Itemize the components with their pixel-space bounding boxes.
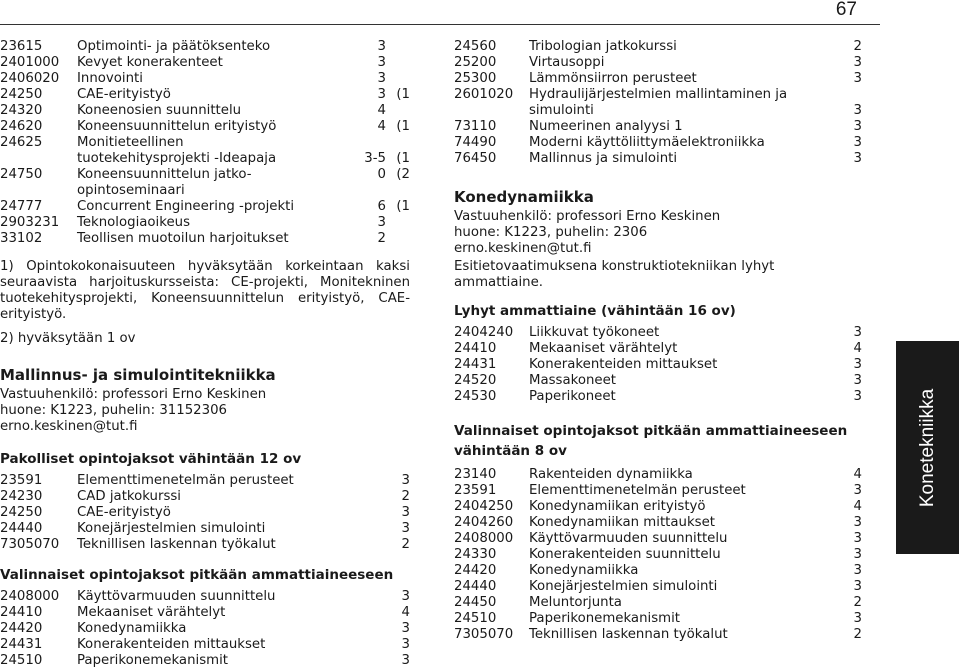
- course-credits: 3: [853, 55, 862, 70]
- course-name: Mekaaniset värähtelyt: [529, 341, 678, 356]
- course-row: [0, 39, 410, 55]
- course-name: Hydraulijärjestelmien mallintaminen ja: [529, 87, 788, 102]
- footnote-1: 1) Opintokokonaisuuteen hyväksytään korkeintaan kaksi seuraavista harjoituskursseista: CE-projekti, Monitekninen tuotekehitysprojekti, Koneensuunnittelun erityistyö, CAE-erityistyö.: [0, 259, 410, 322]
- course-name: Teknillisen laskennan työkalut: [77, 537, 276, 552]
- short-major-course-list: [454, 325, 862, 405]
- course-code: 2404260: [454, 515, 514, 530]
- course-code: 2404240: [454, 325, 514, 340]
- course-credits: 3: [853, 151, 862, 166]
- course-note: (1: [396, 119, 410, 134]
- course-credits: 3: [853, 611, 862, 626]
- email-address: erno.keskinen@tut.fi: [454, 241, 592, 256]
- course-code: 2401000: [0, 55, 60, 70]
- short-major-title: Lyhyt ammattiaine (vähintään 16 ov): [454, 303, 736, 319]
- course-name: Monitieteellinen: [77, 135, 184, 150]
- course-row: [454, 611, 862, 627]
- course-name: Käyttövarmuuden suunnittelu: [529, 531, 728, 546]
- course-code: 23591: [454, 483, 497, 498]
- course-credits: 6: [377, 199, 386, 214]
- course-row: [0, 637, 410, 653]
- course-note: [386, 135, 410, 151]
- course-row: [454, 151, 862, 167]
- course-credits: 2: [853, 595, 862, 610]
- course-code: 24530: [454, 389, 497, 404]
- course-code: [0, 151, 77, 167]
- course-credits: 2: [853, 627, 862, 642]
- course-code: 23140: [454, 467, 497, 482]
- email-address: erno.keskinen@tut.fi: [0, 419, 138, 434]
- course-credits: 3: [377, 55, 386, 70]
- course-row: [454, 71, 862, 87]
- side-tab-label: Konetekniikka: [916, 388, 938, 507]
- course-name: Virtausoppi: [529, 55, 605, 70]
- course-row: [0, 231, 410, 247]
- course-name: Innovointi: [77, 71, 143, 86]
- course-row: [454, 357, 862, 373]
- right-column: [454, 39, 862, 643]
- course-row: [454, 547, 862, 563]
- course-code: 23591: [0, 473, 43, 488]
- course-code: 2601020: [454, 87, 514, 102]
- course-row: [454, 499, 862, 515]
- course-name: Koneenosien suunnittelu: [77, 103, 242, 118]
- course-row: [454, 515, 862, 531]
- course-code: 24440: [0, 521, 43, 536]
- course-name: Rakenteiden dynamiikka: [529, 467, 693, 482]
- course-row: [454, 341, 862, 357]
- course-row: [454, 595, 862, 611]
- course-name: Konejärjestelmien simulointi: [77, 521, 266, 536]
- course-list-top-left: [0, 39, 410, 247]
- course-row: [454, 39, 862, 55]
- course-credits: 3: [377, 71, 386, 86]
- course-credits: 4: [853, 341, 862, 356]
- course-credits: 3: [377, 87, 386, 102]
- course-code: 2903231: [0, 215, 60, 230]
- course-name: Konedynamiikan mittaukset: [529, 515, 715, 530]
- course-code: [454, 103, 529, 119]
- course-credits: 4: [377, 119, 386, 134]
- course-credits: 3: [853, 103, 862, 118]
- course-row: [0, 653, 410, 669]
- course-credits: [356, 135, 386, 151]
- course-credits: 3: [853, 515, 862, 530]
- course-code: 24777: [0, 199, 43, 214]
- responsible-person: Vastuuhenkilö: professori Erno Keskinen: [0, 387, 267, 402]
- course-code: 24440: [454, 579, 497, 594]
- course-row: [454, 325, 862, 341]
- course-credits: 4: [853, 467, 862, 482]
- mandatory-courses-title: Pakolliset opintojaksot vähintään 12 ov: [0, 451, 302, 467]
- course-row: [454, 627, 862, 643]
- course-code: 24420: [0, 621, 43, 636]
- course-name: Meluntorjunta: [529, 595, 622, 610]
- course-name: Tribologian jatkokurssi: [529, 39, 677, 54]
- course-name: Paperikoneet: [529, 389, 616, 404]
- course-code: 2408000: [454, 531, 514, 546]
- section-side-tab: [896, 341, 959, 554]
- course-row: [454, 87, 862, 103]
- course-code: 25300: [454, 71, 497, 86]
- optional-courses-title: Valinnaiset opintojaksot pitkään ammattiaineeseen vähintään 8 ov: [454, 423, 848, 459]
- course-credits: 3: [853, 563, 862, 578]
- course-row: [0, 55, 410, 71]
- course-name: Konedynamiikka: [77, 621, 187, 636]
- course-row: [454, 135, 862, 151]
- course-code: 24450: [454, 595, 497, 610]
- course-credits: 0: [377, 167, 386, 182]
- course-credits: 4: [377, 103, 386, 118]
- course-name: Moderni käyttöliittymäelektroniikka: [529, 135, 765, 150]
- course-credits: 3: [401, 505, 410, 520]
- course-note: [386, 215, 410, 231]
- optional-course-list: [454, 467, 862, 643]
- course-name: Concurrent Engineering -projekti: [77, 199, 295, 214]
- course-code: 24510: [0, 653, 43, 668]
- course-code: 24250: [0, 505, 43, 520]
- course-credits: 3: [853, 389, 862, 404]
- header-rule: [0, 24, 880, 25]
- mandatory-course-list: [0, 473, 410, 553]
- course-credits: 3: [853, 325, 862, 340]
- course-row: [454, 55, 862, 71]
- course-code: 24620: [0, 119, 43, 134]
- course-code: 24431: [0, 637, 43, 652]
- course-row: [454, 103, 862, 119]
- course-credits: 3: [853, 579, 862, 594]
- course-row: [0, 103, 410, 119]
- course-note: (1: [396, 199, 410, 214]
- course-name: Konedynamiikan erityistyö: [529, 499, 706, 514]
- course-name: Teknillisen laskennan työkalut: [529, 627, 728, 642]
- course-name: Elementtimenetelmän perusteet: [77, 473, 294, 488]
- course-row: [454, 579, 862, 595]
- course-row: [0, 489, 410, 505]
- course-credits: 2: [377, 231, 386, 246]
- course-credits: 3: [401, 621, 410, 636]
- course-row: [0, 537, 410, 553]
- course-list-top-right: [454, 39, 862, 167]
- course-credits: 3: [853, 357, 862, 372]
- course-code: 25200: [454, 55, 497, 70]
- course-code: 24625: [0, 135, 43, 150]
- course-credits: 3: [377, 39, 386, 54]
- course-name: Mallinnus ja simulointi: [529, 151, 678, 166]
- course-name: tuotekehitysprojekti -Ideapaja: [77, 151, 277, 166]
- course-note: (1: [396, 87, 410, 102]
- course-name: Kevyet konerakenteet: [77, 55, 223, 70]
- course-name: Käyttövarmuuden suunnittelu: [77, 589, 276, 604]
- course-credits: 3: [853, 119, 862, 134]
- course-name: CAE-erityistyö: [77, 505, 171, 520]
- course-credits: 2: [401, 537, 410, 552]
- contact-info: huone: K1223, puhelin: 31152306: [0, 403, 227, 418]
- footnote-2: 2) hyväksytään 1 ov: [0, 331, 136, 346]
- course-name: Konerakenteiden mittaukset: [77, 637, 266, 652]
- course-code: 24230: [0, 489, 43, 504]
- course-code: 73110: [454, 119, 497, 134]
- course-credits: 4: [853, 499, 862, 514]
- course-code: 76450: [454, 151, 497, 166]
- course-name: Mekaaniset värähtelyt: [77, 605, 226, 620]
- course-row: [0, 119, 410, 135]
- course-name: Konejärjestelmien simulointi: [529, 579, 718, 594]
- course-code: 23615: [0, 39, 43, 54]
- course-credits: 3: [853, 531, 862, 546]
- course-row: [0, 215, 410, 231]
- responsible-person: Vastuuhenkilö: professori Erno Keskinen: [454, 209, 721, 224]
- course-row: [454, 467, 862, 483]
- course-name: Teknologiaoikeus: [77, 215, 191, 230]
- course-name: Liikkuvat työkoneet: [529, 325, 660, 340]
- course-name: Massakoneet: [529, 373, 616, 388]
- course-note: (1: [396, 151, 410, 166]
- course-code: 24431: [454, 357, 497, 372]
- course-code: 2404250: [454, 499, 514, 514]
- course-row: [0, 589, 410, 605]
- course-code: 24250: [0, 87, 43, 102]
- course-credits: 2: [853, 39, 862, 54]
- course-row: [0, 605, 410, 621]
- course-name: CAD jatkokurssi: [77, 489, 181, 504]
- course-note: [386, 71, 410, 87]
- course-name: Lämmönsiirron perusteet: [529, 71, 697, 86]
- course-row: [454, 483, 862, 499]
- prerequisite-note: Esitietovaatimuksena konstruktiotekniikan lyhyt ammattiaine.: [454, 259, 775, 290]
- course-code: 74490: [454, 135, 497, 150]
- course-credits: 4: [401, 605, 410, 620]
- course-credits: 3: [401, 521, 410, 536]
- course-name: CAE-erityistyö: [77, 87, 171, 102]
- course-row: [0, 473, 410, 489]
- course-note: [386, 103, 410, 119]
- course-code: 7305070: [0, 537, 60, 552]
- optional-courses-title: Valinnaiset opintojaksot pitkään ammattiaineeseen: [0, 567, 394, 583]
- course-row: [0, 167, 410, 199]
- course-row: [0, 135, 410, 151]
- course-name: simulointi: [529, 103, 594, 118]
- course-name: Konerakenteiden suunnittelu: [529, 547, 721, 562]
- course-code: 24420: [454, 563, 497, 578]
- optional-course-list: [0, 589, 410, 669]
- course-code: 24560: [454, 39, 497, 54]
- course-name: Konerakenteiden mittaukset: [529, 357, 718, 372]
- course-credits: 2: [401, 489, 410, 504]
- course-code: 2408000: [0, 589, 60, 604]
- page-number: 67: [835, 0, 857, 20]
- course-credits: 3: [853, 373, 862, 388]
- course-credits: 3: [853, 483, 862, 498]
- course-row: [454, 531, 862, 547]
- course-row: [0, 199, 410, 215]
- course-credits: 3: [853, 547, 862, 562]
- course-code: 24320: [0, 103, 43, 118]
- course-code: 24750: [0, 167, 43, 182]
- course-row: [454, 563, 862, 579]
- course-code: 24410: [0, 605, 43, 620]
- course-row: [454, 373, 862, 389]
- course-row: [0, 151, 410, 167]
- course-note: [386, 231, 410, 247]
- course-name: Koneensuunnittelun erityistyö: [77, 119, 277, 134]
- course-note: [386, 55, 410, 71]
- section-title-mallinnus: Mallinnus- ja simulointitekniikka: [0, 366, 276, 384]
- course-row: [454, 119, 862, 135]
- course-row: [0, 87, 410, 103]
- course-row: [454, 389, 862, 405]
- course-credits: 3: [401, 589, 410, 604]
- course-credits: 3: [853, 135, 862, 150]
- course-credits: 3: [401, 473, 410, 488]
- course-row: [0, 505, 410, 521]
- course-code: 24330: [454, 547, 497, 562]
- course-name: Optimointi- ja päätöksenteko: [77, 39, 271, 54]
- course-code: 24520: [454, 373, 497, 388]
- course-name: Teollisen muotoilun harjoitukset: [77, 231, 289, 246]
- course-name: Elementtimenetelmän perusteet: [529, 483, 746, 498]
- course-name: Konedynamiikka: [529, 563, 639, 578]
- course-credits: 3: [401, 653, 410, 668]
- course-code: 24510: [454, 611, 497, 626]
- course-name: Numeerinen analyysi 1: [529, 119, 683, 134]
- course-code: 7305070: [454, 627, 514, 642]
- section-title-konedynamiikka: Konedynamiikka: [454, 188, 594, 206]
- left-column: [0, 39, 410, 669]
- course-note: [386, 39, 410, 55]
- course-code: 33102: [0, 231, 43, 246]
- course-credits: [832, 87, 862, 103]
- course-row: [0, 71, 410, 87]
- course-code: 24410: [454, 341, 497, 356]
- course-name: Paperikonemekanismit: [77, 653, 228, 668]
- course-credits: 3: [377, 215, 386, 230]
- course-name: Paperikonemekanismit: [529, 611, 680, 626]
- course-code: 2406020: [0, 71, 60, 86]
- course-credits: 3: [853, 71, 862, 86]
- course-name: Koneensuunnittelun jatko-opintoseminaari: [77, 167, 252, 198]
- course-credits: 3: [401, 637, 410, 652]
- course-row: [0, 521, 410, 537]
- course-credits: 3-5: [364, 151, 386, 166]
- course-row: [0, 621, 410, 637]
- contact-info: huone: K1223, puhelin: 2306: [454, 225, 648, 240]
- course-note: (2: [396, 167, 410, 182]
